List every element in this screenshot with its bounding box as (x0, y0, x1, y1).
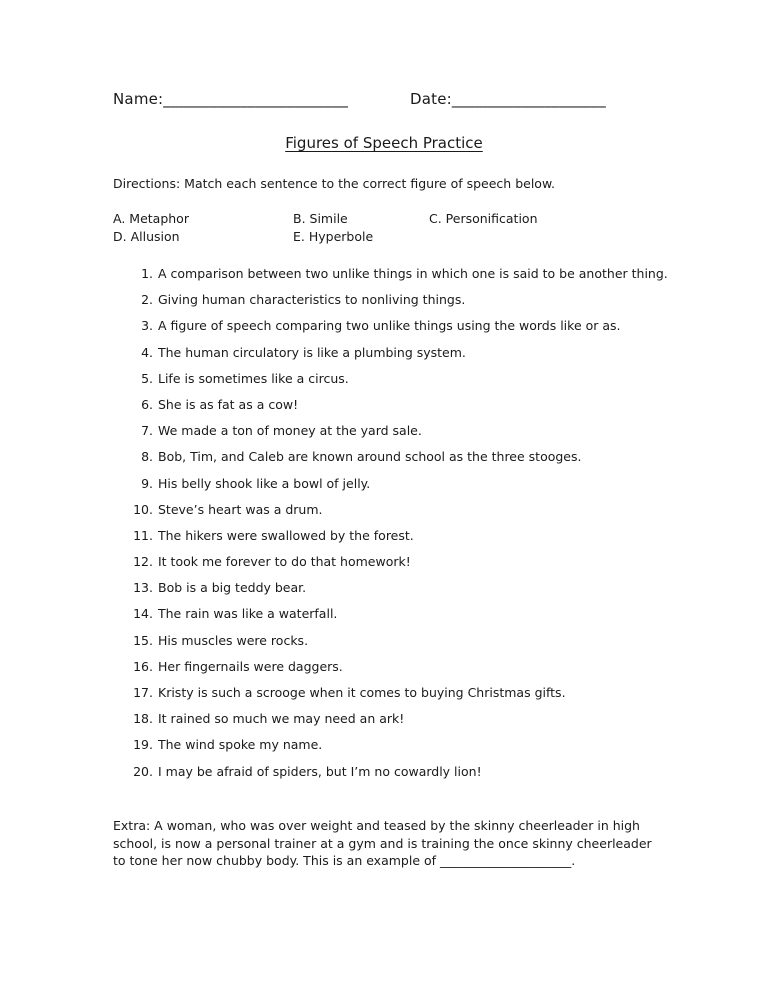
question-item (113, 345, 693, 371)
directions-text: Directions: Match each sentence to the correct figure of speech below. (113, 176, 555, 191)
question-text: His belly shook like a bowl of jelly. (158, 475, 371, 491)
page-title: Figures of Speech Practice (285, 134, 483, 152)
option-hyperbole: E. Hyperbole (293, 229, 374, 244)
question-number: 13. (133, 580, 153, 596)
question-item (113, 528, 693, 554)
question-item (113, 685, 693, 711)
question-text: She is as fat as a cow! (158, 396, 299, 412)
question-number: 18. (133, 711, 153, 727)
question-number: 2. (141, 292, 153, 308)
question-item (113, 764, 693, 790)
option-simile: B. Simile (293, 211, 348, 226)
question-text: It rained so much we may need an ark! (158, 711, 405, 727)
option-metaphor: A. Metaphor (113, 211, 189, 226)
question-item (113, 737, 693, 763)
question-number: 14. (133, 606, 153, 622)
question-item (113, 554, 693, 580)
question-number: 6. (141, 396, 153, 412)
question-number: 8. (141, 449, 153, 465)
question-item (113, 476, 693, 502)
question-item (113, 580, 693, 606)
question-item (113, 292, 693, 318)
question-text: His muscles were rocks. (158, 632, 309, 648)
option-personification: C. Personification (429, 211, 538, 226)
question-text: Bob, Tim, and Caleb are known around school as the three stooges. (158, 449, 582, 465)
question-text: The hikers were swallowed by the forest. (158, 527, 414, 543)
question-item (113, 711, 693, 737)
question-text: Kristy is such a scrooge when it comes to buying Christmas gifts. (158, 685, 566, 700)
question-text: We made a ton of money at the yard sale. (158, 423, 422, 439)
question-number: 19. (133, 737, 153, 753)
question-text: The human circulatory is like a plumbing system. (158, 344, 466, 360)
question-text: A comparison between two unlike things in which one is said to be another thing. (158, 266, 668, 281)
question-text: Life is sometimes like a circus. (158, 370, 349, 386)
question-number: 11. (133, 527, 153, 543)
question-number: 4. (141, 344, 153, 360)
question-item (113, 397, 693, 423)
question-item (113, 633, 693, 659)
question-item (113, 449, 693, 475)
question-item (113, 423, 693, 449)
question-number: 12. (133, 554, 153, 570)
question-number: 3. (141, 318, 153, 334)
question-number: 7. (141, 423, 153, 439)
answer-options (113, 211, 673, 251)
name-field[interactable]: Name:________________________ (113, 90, 349, 108)
question-text: Bob is a big teddy bear. (158, 580, 307, 596)
question-item (113, 606, 693, 632)
question-number: 9. (141, 475, 153, 491)
question-item (113, 266, 693, 292)
question-text: It took me forever to do that homework! (158, 554, 411, 570)
question-text: Steve’s heart was a drum. (158, 501, 323, 517)
question-item (113, 318, 693, 344)
question-number: 16. (133, 658, 153, 674)
question-text: I may be afraid of spiders, but I’m no cowardly lion! (158, 763, 482, 779)
extra-question: Extra: A woman, who was over weight and teased by the skinny cheerleader in high school, is now a personal trainer at a gym and is training the once skinny cheerleader to tone her now chubby body. This is an example of _____________________. (113, 818, 652, 868)
question-item (113, 659, 693, 685)
question-number: 17. (133, 685, 153, 700)
date-field[interactable]: Date:____________________ (410, 90, 606, 108)
question-number: 20. (133, 763, 153, 779)
question-number: 1. (141, 266, 153, 281)
question-list (113, 266, 693, 790)
question-text: Giving human characteristics to nonliving things. (158, 292, 466, 308)
option-allusion: D. Allusion (113, 229, 180, 244)
question-text: Her fingernails were daggers. (158, 658, 343, 674)
question-text: The wind spoke my name. (158, 737, 323, 753)
question-number: 10. (133, 501, 153, 517)
question-text: The rain was like a waterfall. (158, 606, 338, 622)
question-number: 5. (141, 370, 153, 386)
question-text: A figure of speech comparing two unlike things using the words like or as. (158, 318, 621, 334)
question-item (113, 502, 693, 528)
question-item (113, 371, 693, 397)
question-number: 15. (133, 632, 153, 648)
